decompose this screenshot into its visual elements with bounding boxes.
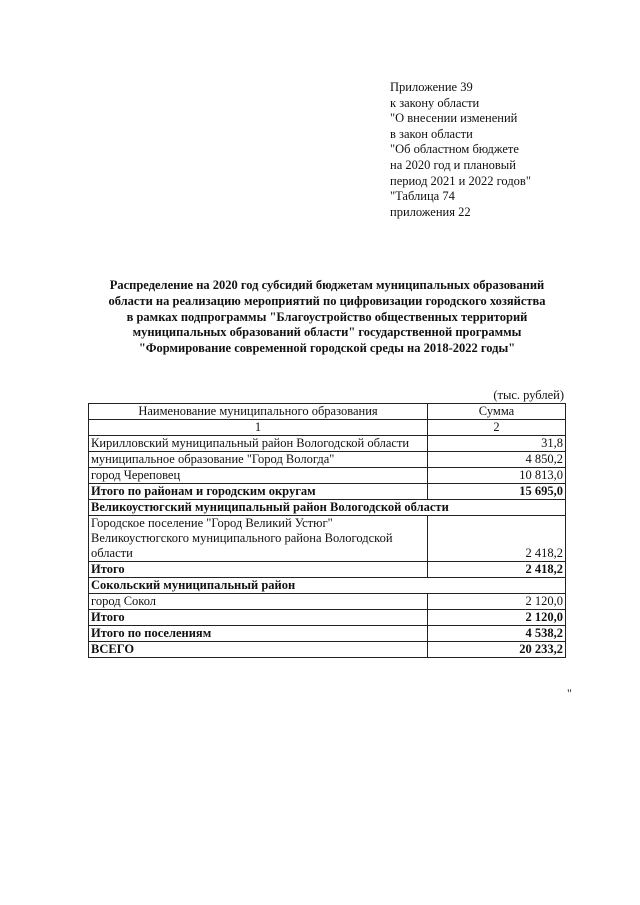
- table-colnum-row: [89, 420, 566, 436]
- subtotal-row: [89, 626, 566, 642]
- row-name: Итого: [89, 562, 428, 578]
- appendix-line: "Таблица 74: [390, 189, 455, 204]
- row-name: Итого по районам и городским округам: [89, 484, 428, 500]
- row-value: 2 418,2: [428, 516, 566, 562]
- row-name: ВСЕГО: [89, 642, 428, 658]
- section-row: [89, 578, 566, 594]
- table-row: [89, 516, 566, 562]
- appendix-line: Приложение 39: [390, 80, 473, 94]
- section-name: Сокольский муниципальный район: [89, 578, 566, 594]
- appendix-line: "Об областном бюджете: [390, 142, 519, 157]
- row-value: 2 120,0: [428, 610, 566, 626]
- header-name: Наименование муниципального образования: [89, 404, 428, 420]
- row-value: 20 233,2: [428, 642, 566, 658]
- title-line: области на реализацию мероприятий по цифровизации городского хозяйства: [108, 293, 546, 308]
- document-title: [84, 278, 570, 357]
- title-line: "Формирование современной городской среды на 2018-2022 годы": [138, 341, 516, 356]
- appendix-line: к закону области: [390, 95, 480, 110]
- grand-total-row: [89, 642, 566, 658]
- row-name: Итого: [89, 610, 428, 626]
- colnum-2: 2: [428, 420, 566, 436]
- row-value: 4 538,2: [428, 626, 566, 642]
- row-value: 2 120,0: [428, 594, 566, 610]
- table-row: [89, 468, 566, 484]
- appendix-line: "О внесении изменений: [390, 111, 518, 126]
- colnum-1: 1: [89, 420, 428, 436]
- row-name: муниципальное образование "Город Вологда": [89, 452, 428, 468]
- appendix-reference: [390, 80, 531, 220]
- row-value: 2 418,2: [428, 562, 566, 578]
- row-name: Итого по поселениям: [89, 626, 428, 642]
- row-name: Городское поселение "Город Великий Устюг" Великоустюгского муниципального района Вологодской области: [89, 516, 428, 562]
- subtotal-row: [89, 484, 566, 500]
- row-name: город Сокол: [89, 594, 428, 610]
- title-line: муниципальных образований области" государственной программы: [132, 325, 522, 340]
- table-row: [89, 436, 566, 452]
- row-value: 4 850,2: [428, 452, 566, 468]
- appendix-line: приложения 22: [390, 204, 471, 219]
- closing-quote: ": [567, 686, 572, 700]
- units-label: (тыс. рублей): [493, 388, 564, 402]
- appendix-line: период 2021 и 2022 годов": [390, 173, 531, 188]
- row-value: 15 695,0: [428, 484, 566, 500]
- section-name: Великоустюгский муниципальный район Вологодской области: [89, 500, 566, 516]
- appendix-line: в закон области: [390, 126, 473, 141]
- table-row: [89, 594, 566, 610]
- row-name: город Череповец: [89, 468, 428, 484]
- section-row: [89, 500, 566, 516]
- subtotal-row: [89, 562, 566, 578]
- appendix-line: на 2020 год и плановый: [390, 157, 516, 172]
- table-header-row: [89, 404, 566, 420]
- row-value: 31,8: [428, 436, 566, 452]
- row-name: Кирилловский муниципальный район Вологодской области: [89, 436, 428, 452]
- title-line: Распределение на 2020 год субсидий бюджетам муниципальных образований: [109, 278, 545, 292]
- row-value: 10 813,0: [428, 468, 566, 484]
- subtotal-row: [89, 610, 566, 626]
- subsidy-table: [88, 403, 566, 658]
- header-sum: Сумма: [428, 404, 566, 420]
- title-line: в рамках подпрограммы "Благоустройство общественных территорий: [126, 309, 528, 324]
- table-row: [89, 452, 566, 468]
